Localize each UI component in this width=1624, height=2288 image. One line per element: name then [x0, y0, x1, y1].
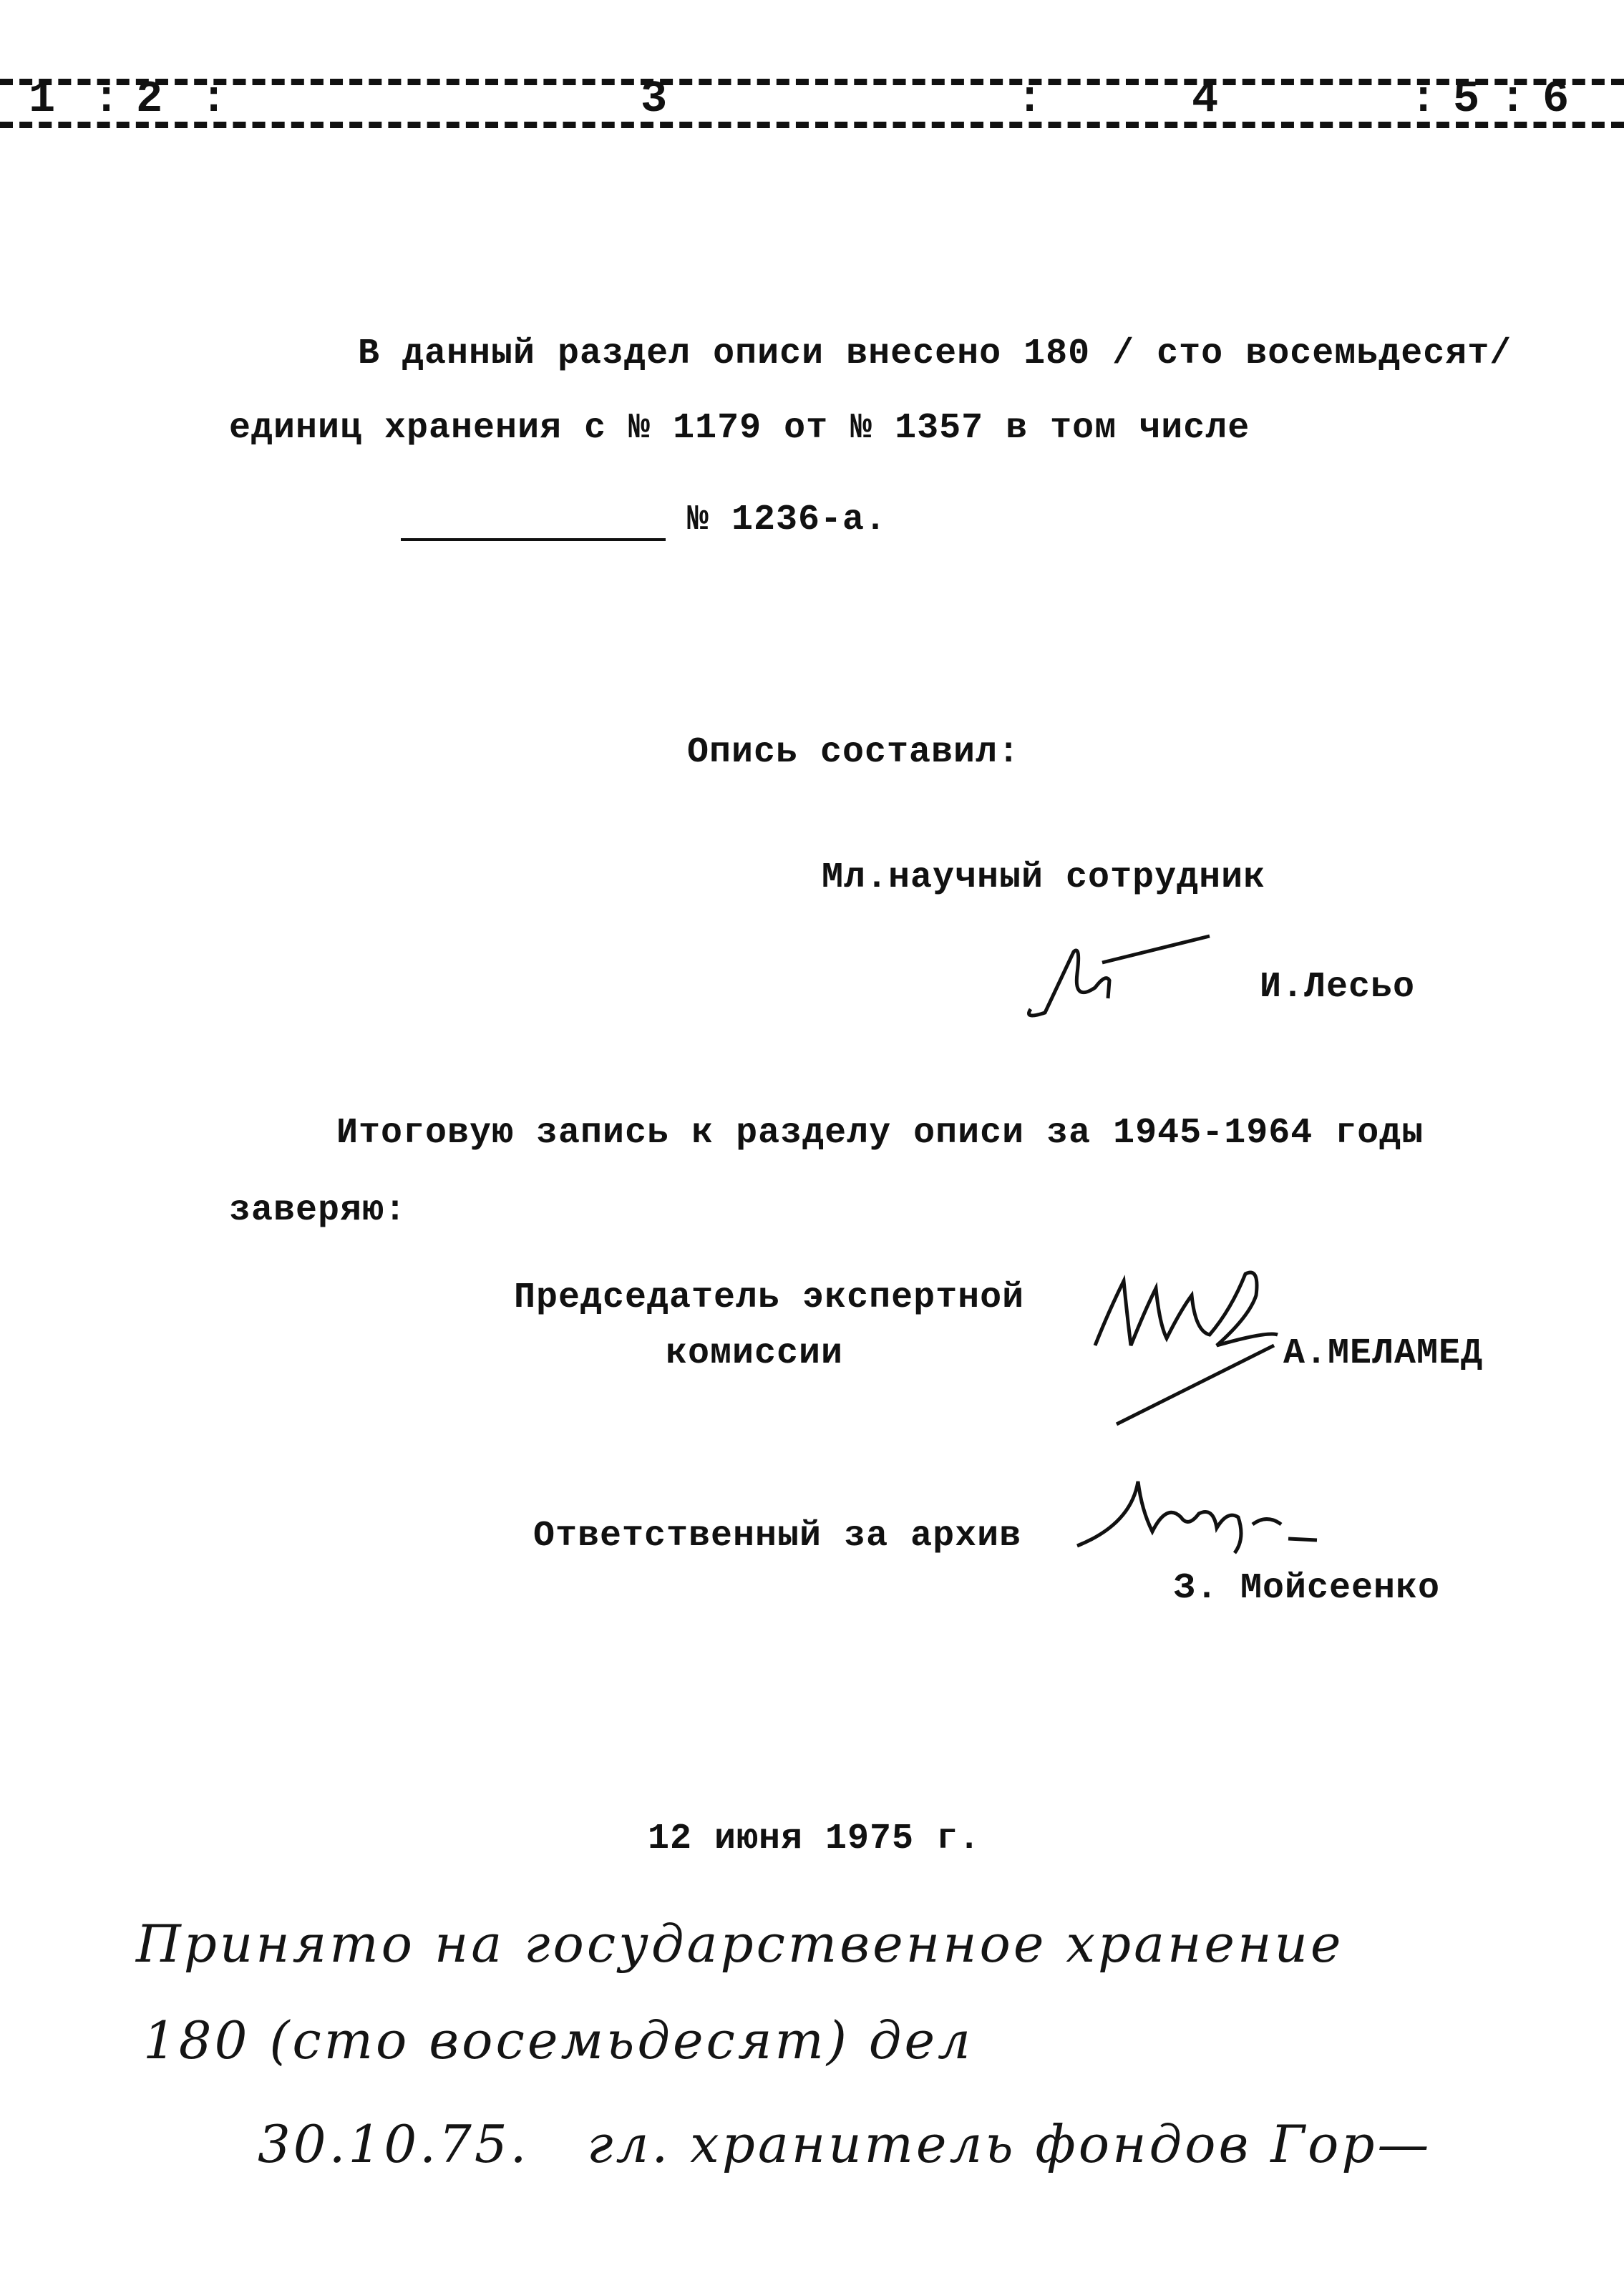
column-separator: : [1410, 74, 1437, 125]
chair-signature [1088, 1267, 1303, 1431]
compiled-label: Опись составил: [687, 732, 1021, 773]
column-number-3: 3 [641, 74, 668, 125]
archive-signature [1074, 1474, 1324, 1560]
chair-name: А.МЕЛАМЕД [1283, 1333, 1484, 1374]
header-top-rule [0, 79, 1624, 85]
column-number-2: 2 [136, 74, 163, 125]
archive-name: З. Мойсеенко [1174, 1568, 1441, 1609]
compiler-signature [1023, 923, 1224, 1023]
chair-position-line-2: комиссии [666, 1333, 844, 1374]
header-bottom-rule [0, 122, 1624, 128]
summary-line-2: единиц хранения с № 1179 от № 1357 в том числе [229, 408, 1250, 449]
archive-position: Ответственный за архив [533, 1516, 1022, 1557]
handwritten-note-line-3: 30.10.75. гл. хранитель фондов Гор— [258, 2114, 1432, 2174]
column-separator: : [93, 74, 120, 125]
compiler-name: И.Лесьо [1260, 967, 1416, 1008]
final-entry-line-1: Итоговую запись к разделу описи за 1945-1964 годы [336, 1113, 1424, 1154]
handwritten-note-line-2: 180 (сто восемьдесят) дел [143, 2010, 973, 2070]
column-number-6: 6 [1542, 74, 1570, 125]
handwritten-note-line-1: Принято на государственное хранение [136, 1914, 1344, 1974]
final-entry-line-2: заверяю: [229, 1190, 407, 1231]
document-date: 12 июня 1975 г. [648, 1819, 981, 1859]
column-number-1: 1 [29, 74, 56, 125]
column-number-5: 5 [1453, 74, 1480, 125]
blank-underline [401, 538, 666, 541]
column-number-4: 4 [1192, 74, 1219, 125]
column-separator: : [200, 74, 228, 125]
column-separator: : [1499, 74, 1527, 125]
column-separator: : [1016, 74, 1044, 125]
chair-position-line-1: Председатель экспертной [514, 1277, 1025, 1318]
summary-line-3: № 1236-а. [687, 500, 888, 540]
summary-line-1: В данный раздел описи внесено 180 / сто восемьдесят/ [358, 334, 1512, 374]
compiler-position: Мл.научный сотрудник [822, 857, 1266, 898]
